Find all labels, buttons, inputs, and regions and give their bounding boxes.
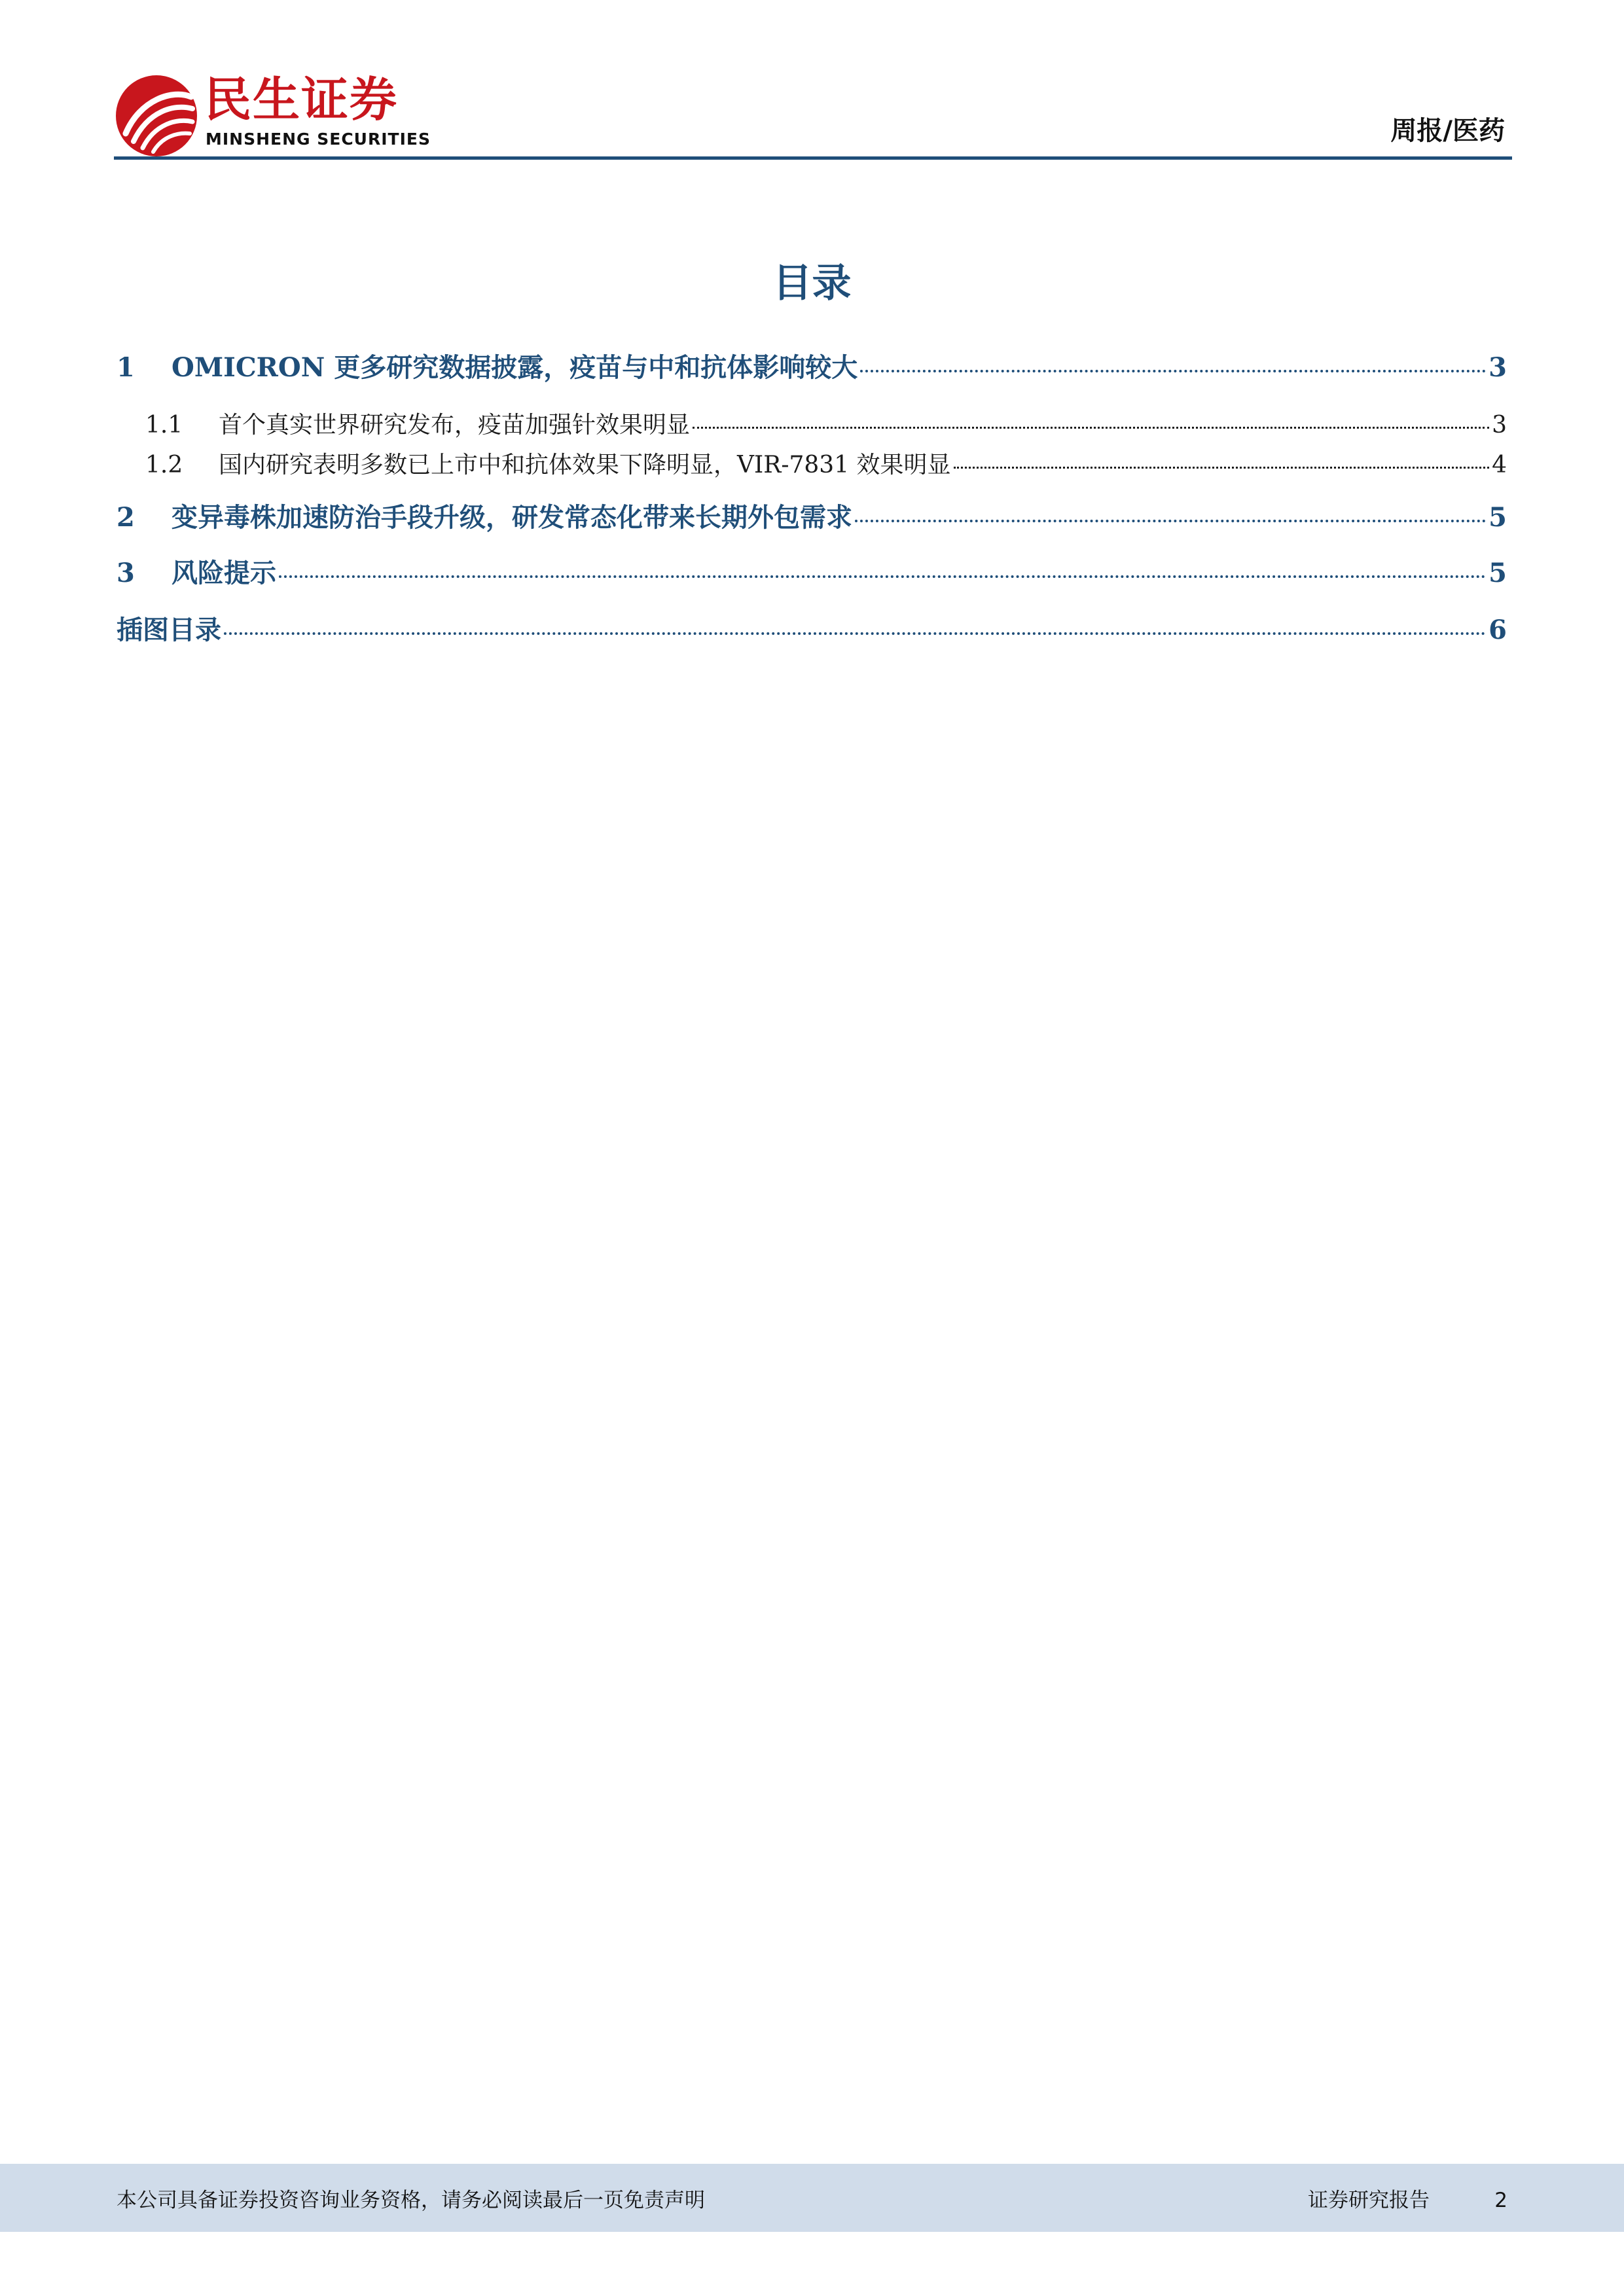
toc-entry-1[interactable]: [117, 350, 1507, 386]
toc-entry-1-1[interactable]: [117, 409, 1507, 442]
toc-entry-page: 4: [1492, 452, 1507, 478]
toc-entry-page: 3: [1492, 412, 1507, 439]
toc-entry-text: 变异毒株加速防治手段升级，研发常态化带来长期外包需求: [171, 502, 852, 533]
toc-leader-dots: [855, 520, 1486, 522]
toc-entry-3[interactable]: [117, 555, 1507, 592]
minsheng-logo-icon: [114, 73, 199, 158]
header-divider: [114, 156, 1512, 160]
toc-leader-dots: [279, 575, 1486, 578]
toc-entry-text: 国内研究表明多数已上市中和抗体效果下降明显，VIR-7831 效果明显: [219, 452, 951, 478]
toc-entry-page: 6: [1489, 615, 1507, 645]
toc-leader-dots: [954, 467, 1490, 469]
toc-entry-text: 首个真实世界研究发布，疫苗加强针效果明显: [219, 412, 691, 439]
toc-entry-number: 1.1: [145, 412, 183, 439]
report-type-label: 周报/医药: [1390, 116, 1505, 146]
toc-entry-number: 1.2: [145, 452, 183, 478]
toc-entry-text: OMICRON 更多研究数据披露，疫苗与中和抗体影响较大: [171, 352, 858, 383]
footer-doc-type: 证券研究报告: [1308, 2189, 1430, 2212]
toc-entry-page: 5: [1489, 558, 1507, 588]
toc-entry-figures[interactable]: [117, 612, 1507, 649]
page-header: [0, 0, 1624, 164]
page-footer: [0, 2164, 1624, 2232]
toc-leader-dots: [693, 427, 1489, 429]
toc-entry-number: 3: [117, 558, 135, 588]
toc-entry-2[interactable]: [117, 499, 1507, 536]
brand-name-cn: 民生证券: [204, 72, 399, 127]
toc-leader-dots: [224, 632, 1486, 635]
footer-disclaimer: 本公司具备证券投资咨询业务资格，请务必阅读最后一页免责声明: [117, 2189, 705, 2212]
toc-title: 目录: [772, 260, 852, 306]
toc-leader-dots: [860, 370, 1486, 372]
toc-entry-text: 插图目录: [117, 615, 221, 645]
toc-entry-text: 风险提示: [171, 558, 276, 588]
toc-entry-page: 3: [1489, 352, 1507, 383]
toc-entry-number: 1: [117, 352, 135, 383]
toc-entry-1-2[interactable]: [117, 449, 1507, 482]
toc-entry-page: 5: [1489, 502, 1507, 533]
footer-page-number: 2: [1494, 2189, 1507, 2212]
brand-name-en: MINSHENG SECURITIES: [206, 130, 431, 149]
toc-entry-number: 2: [117, 502, 135, 533]
